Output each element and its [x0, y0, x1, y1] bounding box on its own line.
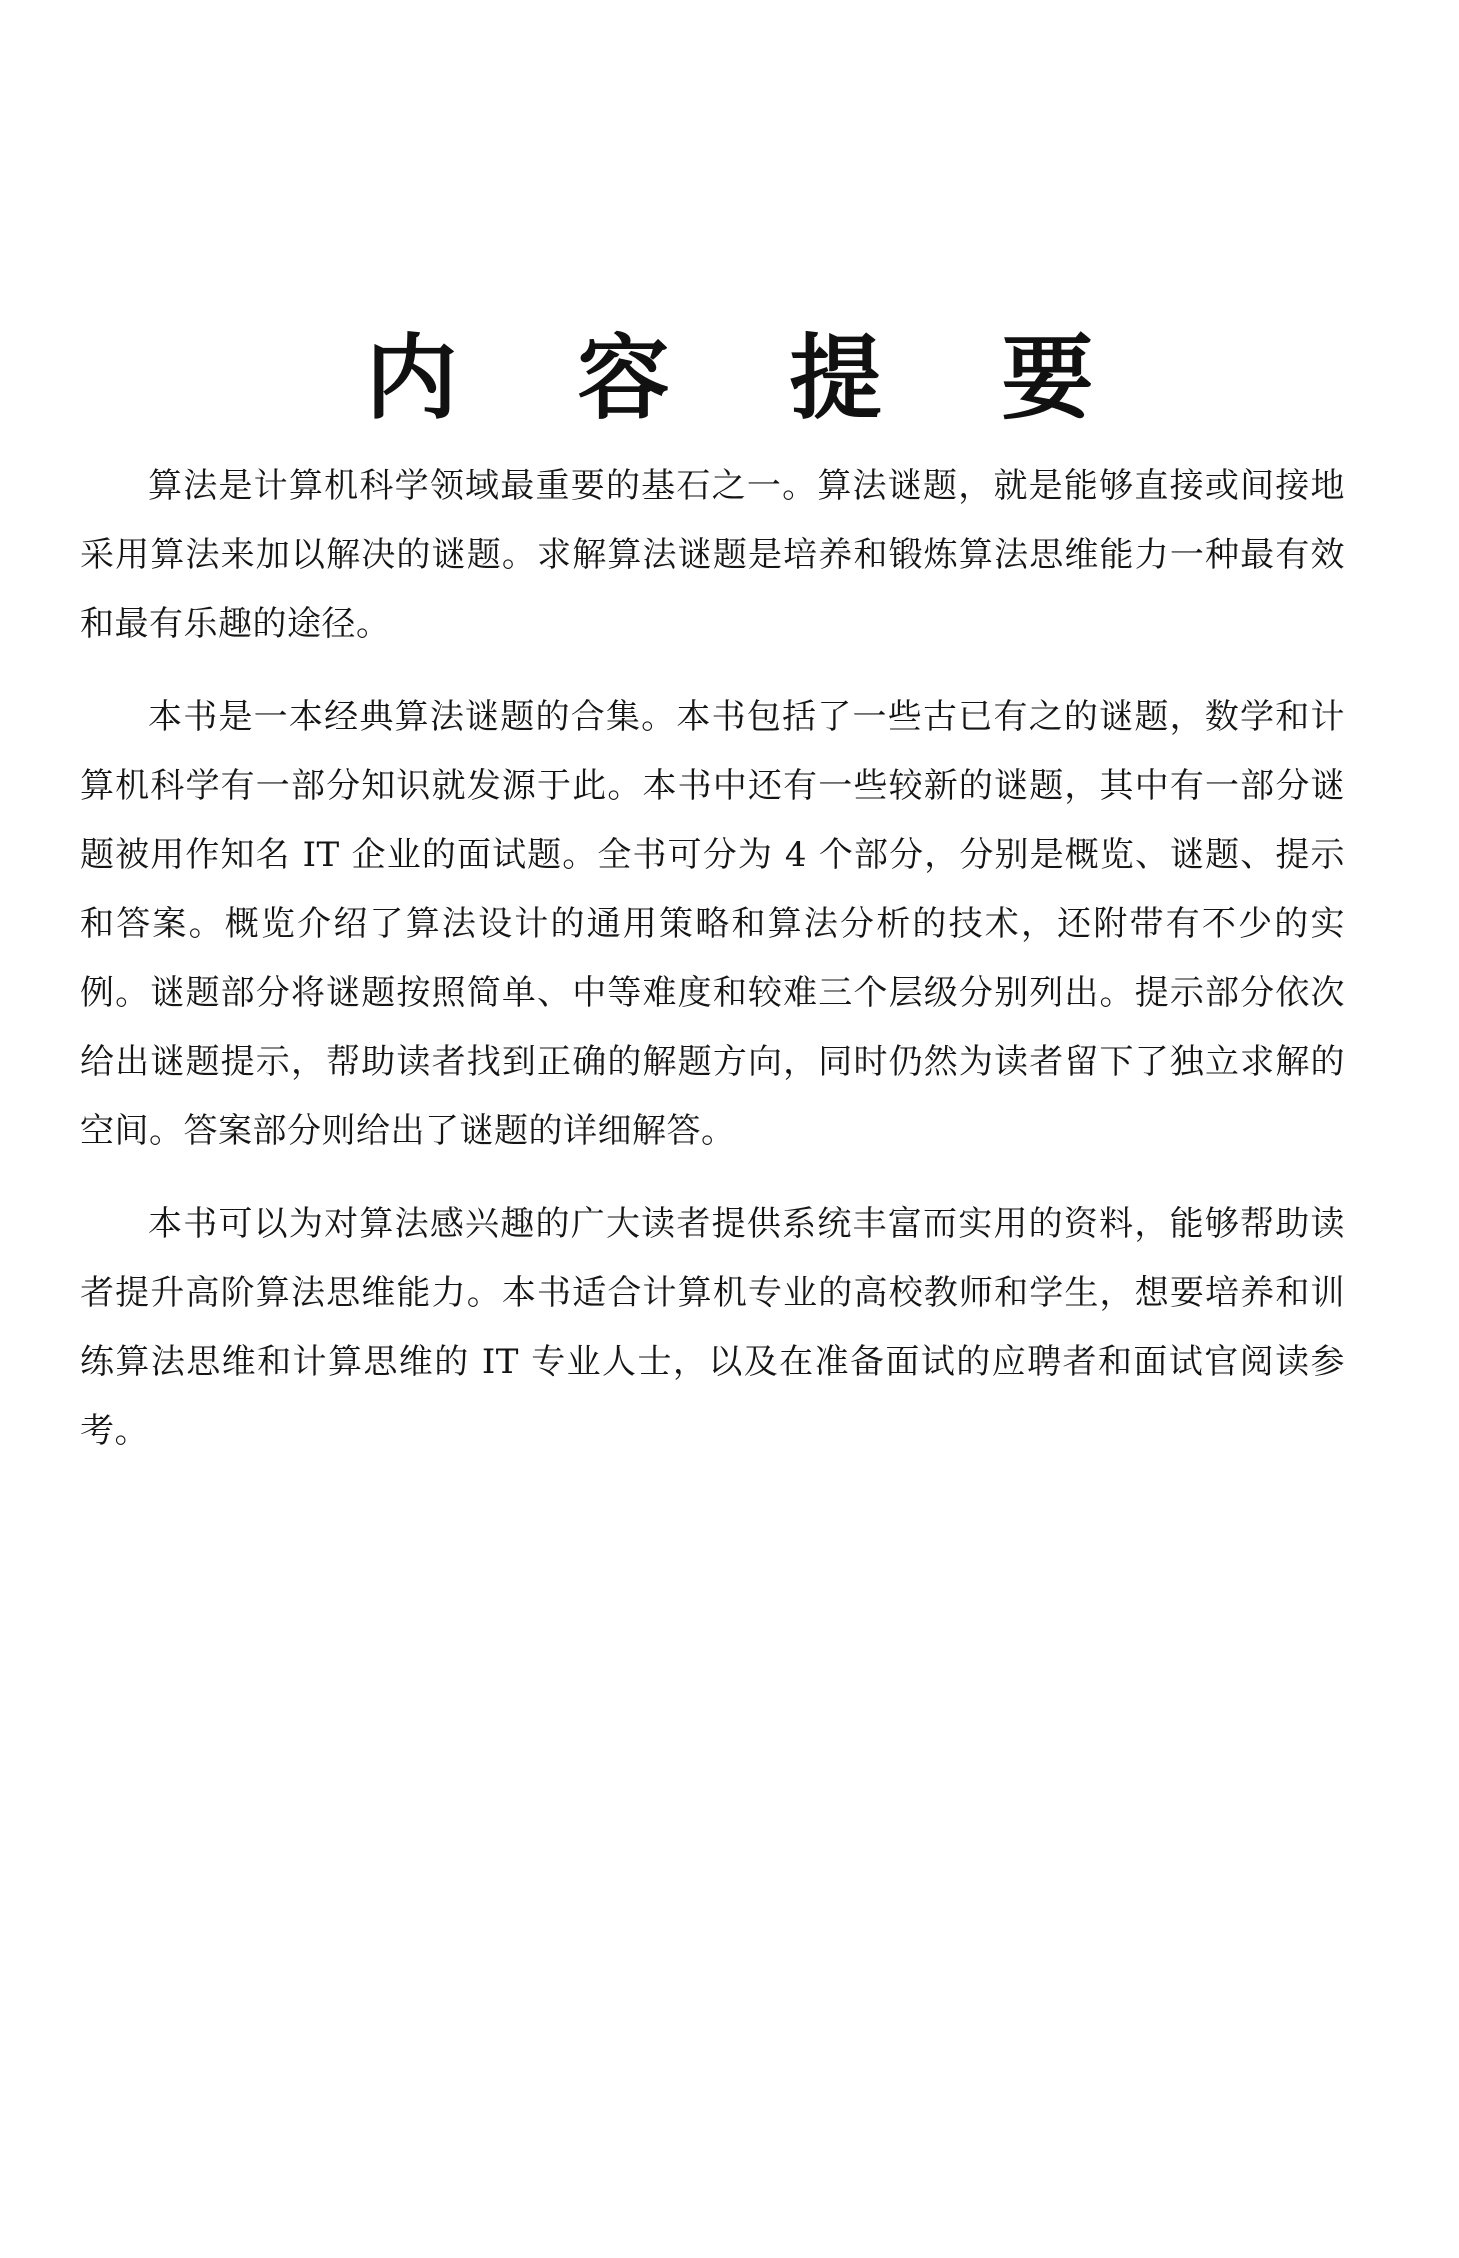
- summary-body: [80, 452, 1345, 1490]
- page-title: 内 容 提 要: [365, 324, 1138, 432]
- paragraph-intro: 算法是计算机科学领域最重要的基石之一。算法谜题，就是能够直接或间接地采用算法来加以解决的谜题。求解算法谜题是培养和锻炼算法思维能力一种最有效和最有乐趣的途径。: [80, 466, 1345, 644]
- paragraph-book-contents: 本书是一本经典算法谜题的合集。本书包括了一些古已有之的谜题，数学和计算机科学有一部分知识就发源于此。本书中还有一些较新的谜题，其中有一部分谜题被用作知名 IT 企业的面试题。全书可分为 4 个部分，分别是概览、谜题、提示和答案。概览介绍了算法设计的通用策略和算法分析的技术，还附带有不少的实例。谜题部分将谜题按照简单、中等难度和较难三个层级分别列出。提示部分依次给出谜题提示，帮助读者找到正确的解题方向，同时仍然为读者留下了独立求解的空间。答案部分则给出了谜题的详细解答。: [80, 697, 1345, 1151]
- paragraph-audience: 本书可以为对算法感兴趣的广大读者提供系统丰富而实用的资料，能够帮助读者提升高阶算法思维能力。本书适合计算机专业的高校教师和学生，想要培养和训练算法思维和计算思维的 IT 专业人士，以及在准备面试的应聘者和面试官阅读参考。: [80, 1204, 1345, 1451]
